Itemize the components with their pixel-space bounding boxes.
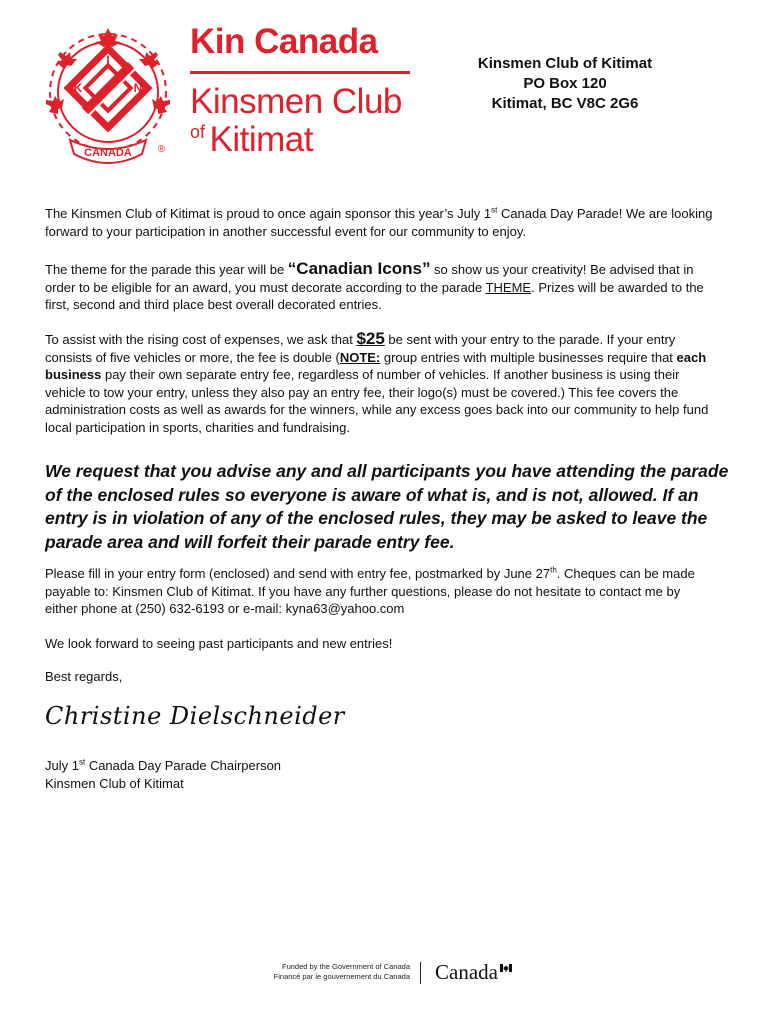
each-business: each business: [45, 349, 707, 383]
emblem-letter-k: K: [73, 81, 83, 95]
fee-text-3: group entries with multiple businesses require that: [380, 349, 677, 365]
intro-sup: st: [491, 205, 498, 215]
address-line-2: PO Box 120: [523, 75, 607, 92]
signoff-sup: st: [78, 757, 86, 767]
funding-french: Financé par le gouvernement du Canada: [273, 972, 410, 981]
signoff-title-2: Canada Day Parade Chairperson: [85, 758, 282, 773]
theme-word: THEME: [485, 279, 532, 295]
funding-english: Funded by the Government of Canada: [282, 962, 410, 971]
kin-emblem-icon: [40, 22, 190, 172]
look-forward-paragraph: We look forward to seeing past participants and new entries!: [45, 636, 393, 651]
intro-text-1: The Kinsmen Club of Kitimat is proud to once again sponsor this year’s July 1: [45, 206, 492, 221]
brand-name: Kin Canada: [190, 22, 378, 61]
signoff-org: Kinsmen Club of Kitimat: [45, 775, 184, 791]
theme-text-1: The theme for the parade this year will be: [45, 262, 288, 277]
brand-rule: [190, 71, 410, 74]
entry-form-paragraph: [45, 565, 715, 618]
canada-wordmark: Canada: [435, 960, 498, 984]
registered-mark: ®: [158, 144, 166, 155]
note-label: NOTE:: [339, 349, 381, 365]
funding-notice: [250, 962, 410, 982]
emblem-banner-text: CANADA: [84, 147, 132, 159]
club-name: Kinsmen Club: [190, 82, 402, 121]
emblem-letter-i: I: [106, 53, 110, 67]
entry-fee: $25: [356, 329, 385, 348]
signature: Christine Dielschneider: [45, 702, 345, 730]
club-city-line: [190, 120, 313, 160]
theme-text-3: . Prizes will be awarded to the first, second and third place best overall decorated entries.: [45, 279, 704, 313]
entry-sup: th: [550, 565, 557, 575]
fee-text-1: To assist with the rising cost of expenses, we ask that: [45, 332, 357, 347]
footer-divider: [420, 962, 421, 984]
fee-text-4: pay their own separate entry fee, regardless of number of vehicles. If another business is using their vehicle to tow your entry, unless they also pay an entry fee, their logo(s) must be covered.) This fee covers the administration costs as well as awards for the winners, while any excess goes back into our community to help fund local participation in sports, charities and fundraising.: [45, 367, 709, 435]
intro-text-2: Canada Day Parade! We are looking forward to your participation in another successful event for our community to enjoy.: [45, 206, 713, 239]
address-line-3: Kitimat, BC V8C 2G6: [491, 95, 639, 112]
emblem-letter-n: N: [133, 81, 143, 95]
canada-flag-icon: [500, 964, 512, 972]
entry-text-2: . Cheques can be made payable to: Kinsmen Club of Kitimat. If you have any further questions, please do not hesitate to contact me by either phone at (250) 632-6193 or e-mail: kyna63@yahoo.com: [45, 566, 695, 617]
signoff-title: [45, 757, 281, 775]
club-city: Kitimat: [209, 120, 313, 159]
entry-text-1: Please fill in your entry form (enclosed) and send with entry fee, postmarked by June 27: [45, 566, 551, 581]
signoff-block: [45, 757, 281, 792]
club-of: of: [190, 122, 206, 142]
fee-text-2: be sent with your entry to the parade. If your entry consists of five vehicles or more, the fee is double (: [45, 332, 676, 365]
address-line-1: Kinsmen Club of Kitimat: [477, 55, 653, 72]
kin-canada-logo: [40, 22, 412, 172]
return-address: [440, 54, 690, 114]
closing: Best regards,: [45, 669, 123, 684]
theme-paragraph: [45, 260, 715, 314]
signoff-title-1: July 1: [45, 758, 79, 773]
parade-theme: “Canadian Icons”: [287, 259, 431, 278]
intro-paragraph: [45, 205, 715, 240]
rules-warning: We request that you advise any and all participants you have attending the parade of the enclosed rules so everyone is aware of what is, and is not, allowed. If an entry is in violation of any of the enclosed rules, they may be asked to leave the parade area and will forfeit their parade entry fee.: [45, 461, 729, 552]
fee-paragraph: [45, 330, 715, 437]
theme-text-2: so show us your creativity! Be advised that in order to be eligible for an award, you must decorate according to the parade: [45, 262, 694, 295]
